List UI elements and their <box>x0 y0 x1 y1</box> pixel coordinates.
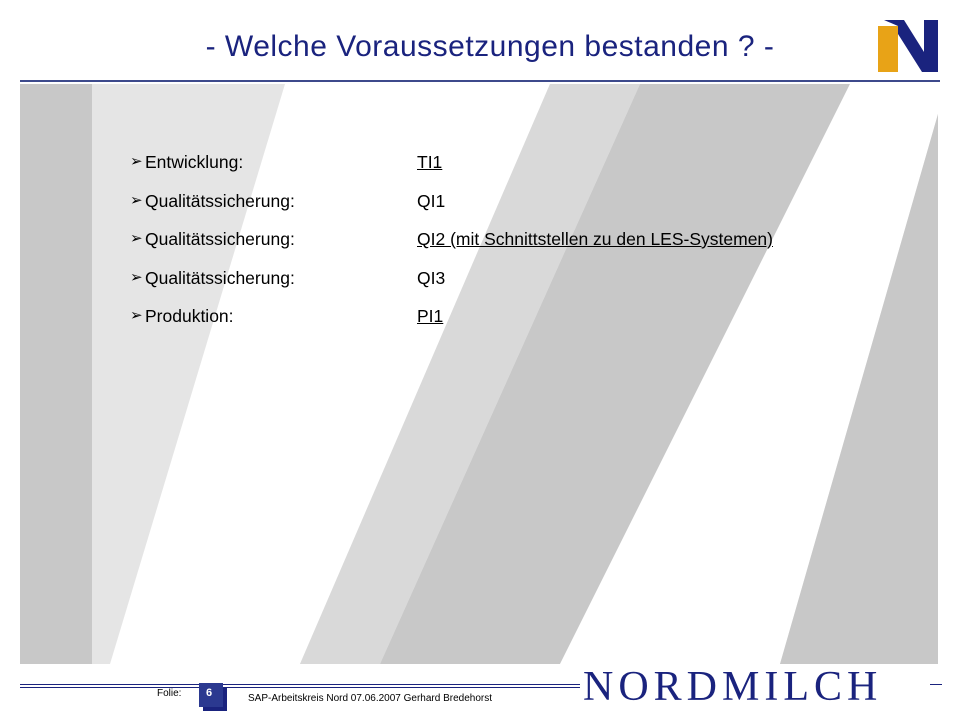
item-value: QI3 <box>417 267 446 288</box>
arrow-bullet-icon: ➢ <box>130 268 143 286</box>
footer-divider <box>930 684 942 685</box>
title-divider <box>20 80 940 82</box>
item-value-link[interactable]: PI1 <box>417 306 444 326</box>
item-value-link[interactable]: TI1 <box>417 152 443 172</box>
item-label: Produktion: <box>145 306 234 326</box>
page-number: 6 <box>205 687 213 699</box>
nordmilch-wordmark: NORDMILCH <box>583 664 883 710</box>
nordmilch-logo-icon <box>878 20 938 72</box>
footer-text: SAP-Arbeitskreis Nord 07.06.2007 Gerhard Bredehorst <box>248 693 493 704</box>
item-label: Entwicklung: <box>145 152 244 172</box>
item-value-link[interactable]: QI2 (mit Schnittstellen zu den LES-Systemen) <box>417 229 773 249</box>
footer-divider <box>20 687 580 688</box>
arrow-bullet-icon: ➢ <box>130 230 143 247</box>
footer-divider <box>20 684 580 685</box>
item-value: QI1 <box>417 190 446 211</box>
arrow-bullet-icon: ➢ <box>130 191 143 209</box>
item-label: Qualitätssicherung: <box>145 190 295 211</box>
item-label: Qualitätssicherung: <box>145 267 295 288</box>
item-label: Qualitätssicherung: <box>145 229 295 249</box>
slide-title: - Welche Voraussetzungen bestanden ? - <box>205 30 775 63</box>
folie-label: Folie: <box>157 688 182 699</box>
arrow-bullet-icon: ➢ <box>130 153 143 170</box>
arrow-bullet-icon: ➢ <box>130 307 143 324</box>
